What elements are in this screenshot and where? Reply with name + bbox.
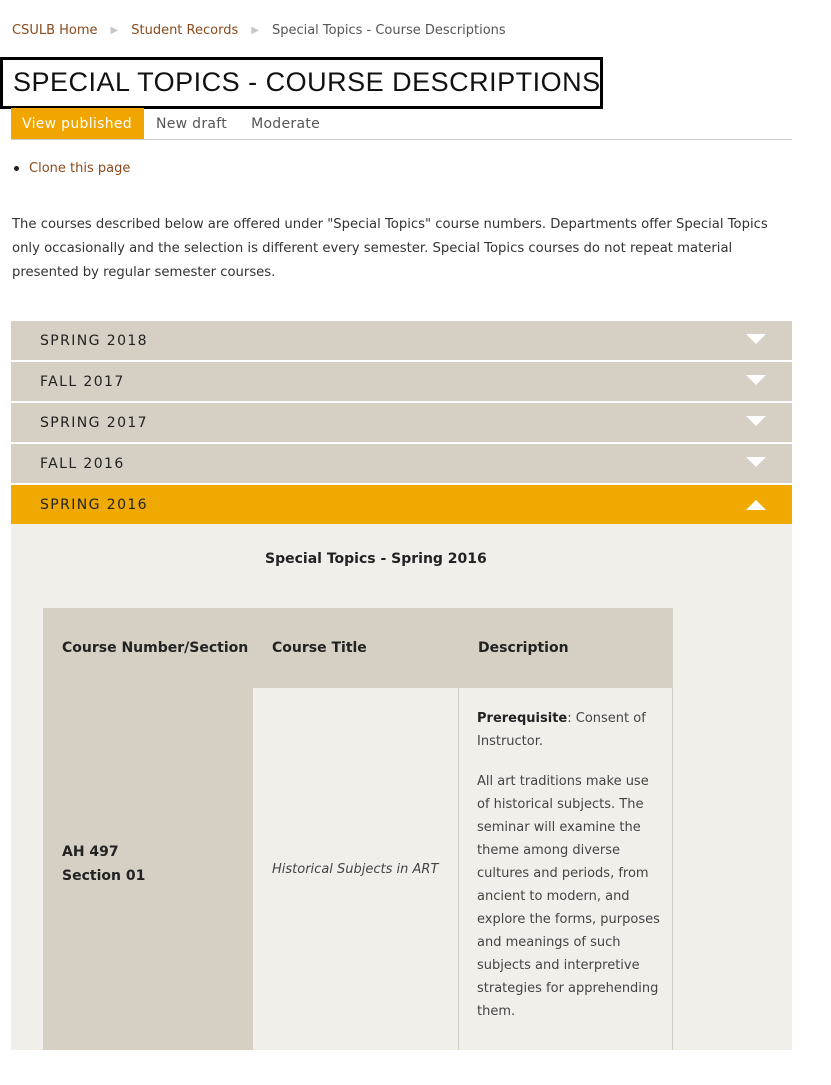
cell-course-title: [253, 688, 459, 1050]
breadcrumb: [12, 21, 506, 39]
tabs: [11, 108, 792, 140]
course-table: [43, 608, 673, 1050]
accordion-label: SPRING 2017: [40, 414, 148, 431]
course-section: Section 01: [62, 868, 146, 884]
chevron-down-icon: [746, 334, 766, 344]
column-header-course-title: Course Title: [253, 608, 459, 688]
accordion-label: SPRING 2018: [40, 332, 148, 349]
course-title: Historical Subjects in ART: [272, 861, 439, 877]
column-header-description: Description: [459, 608, 673, 688]
accordion-panel-spring-2016: [11, 524, 792, 1050]
chevron-down-icon: [746, 375, 766, 385]
intro-text: The courses described below are offered under "Special Topics" course numbers. Departments offer Special Topics only occasionally and the selection is different every semester. Special Topics courses do not repeat material presented by regular semester courses.: [12, 217, 768, 280]
tab-view-published[interactable]: View published: [11, 108, 144, 139]
tab-moderate[interactable]: Moderate: [251, 115, 321, 132]
clone-page-link[interactable]: Clone this page: [29, 161, 131, 176]
column-header-course-number: Course Number/Section: [43, 608, 253, 688]
breadcrumb-student-records-link[interactable]: Student Records: [131, 22, 239, 38]
accordion-header-spring-2016[interactable]: [11, 485, 792, 524]
course-number: AH 497: [62, 844, 119, 860]
cell-course-number: [43, 688, 253, 1050]
breadcrumb-home-link[interactable]: CSULB Home: [12, 22, 98, 38]
list-item: [14, 161, 130, 176]
semester-accordion: [11, 321, 792, 524]
accordion-header-spring-2017[interactable]: [11, 403, 792, 442]
chevron-down-icon: [746, 416, 766, 426]
page-title: SPECIAL TOPICS - COURSE DESCRIPTIONS: [13, 67, 601, 97]
accordion-header-fall-2017[interactable]: [11, 362, 792, 401]
page-title-box: [0, 57, 603, 109]
cell-description: [459, 688, 673, 1050]
breadcrumb-current: Special Topics - Course Descriptions: [271, 22, 506, 38]
tab-new-draft[interactable]: New draft: [155, 115, 228, 132]
accordion-header-fall-2016[interactable]: [11, 444, 792, 483]
chevron-up-icon: [746, 500, 766, 510]
prerequisite: [477, 707, 662, 753]
accordion-label: FALL 2017: [40, 373, 125, 390]
course-description: All art traditions make use of historical subjects. The seminar will examine the theme among diverse cultures and periods, from ancient to modern, and explore the forms, purposes and meanings of such subjects and interpretive strategies for apprehending them.: [477, 774, 660, 1019]
breadcrumb-separator-icon: ▶: [110, 24, 119, 36]
chevron-down-icon: [746, 457, 766, 467]
accordion-header-spring-2018[interactable]: [11, 321, 792, 360]
prerequisite-text: : Consent of Instructor.: [477, 711, 646, 749]
accordion-label: FALL 2016: [40, 455, 125, 472]
bullet-icon: [14, 166, 19, 171]
prerequisite-label: Prerequisite: [477, 711, 568, 726]
panel-title: Special Topics - Spring 2016: [265, 551, 487, 567]
page-actions: [14, 161, 130, 176]
accordion-label: SPRING 2016: [40, 496, 148, 513]
breadcrumb-separator-icon: ▶: [251, 24, 259, 36]
